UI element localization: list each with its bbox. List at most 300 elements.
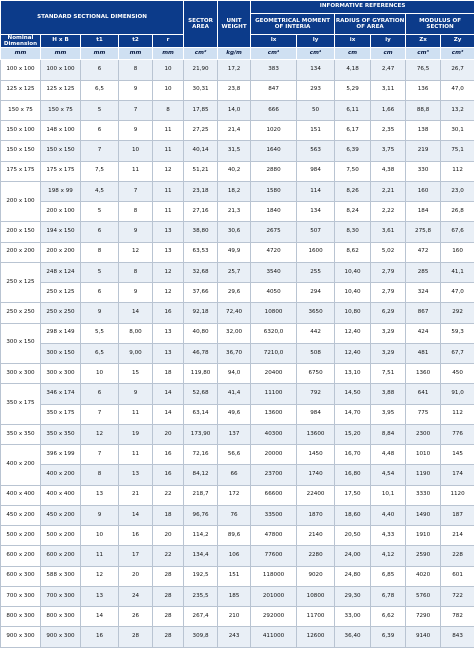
cell-w: 49,9 [218, 242, 251, 262]
cell-iy: 7,51 [371, 364, 406, 384]
cell-A: 192,5 [184, 566, 218, 586]
cell-t2: 9 [119, 283, 153, 303]
table-row [1, 80, 474, 100]
cell-r: 12 [153, 262, 184, 282]
cell-hxb: 900 x 300 [41, 627, 81, 647]
cell-t1: 16 [81, 627, 119, 647]
cell-iy: 6,29 [371, 303, 406, 323]
cell-w: 32,00 [218, 323, 251, 343]
cell-Iy: 6750 [297, 364, 335, 384]
cell-Iy: 151 [297, 121, 335, 141]
cell-t1: 13 [81, 485, 119, 505]
table-row [1, 121, 474, 141]
cell-w: 21,3 [218, 202, 251, 222]
cell-Ix: 1020 [251, 121, 297, 141]
nominal-dimension-cell: 350 x 175 [1, 384, 41, 425]
cell-hxb: 175 x 175 [41, 161, 81, 181]
nominal-dimension-cell: 500 x 200 [1, 526, 41, 546]
cell-Ix: 2675 [251, 222, 297, 242]
cell-ix: 15,20 [335, 424, 371, 444]
cell-t2: 24 [119, 586, 153, 606]
cell-ix: 20,50 [335, 526, 371, 546]
cell-Zy: 47,0 [441, 283, 474, 303]
modulus-section-header: MODULUS OF SECTION [406, 14, 474, 35]
cell-hxb: 150 x 75 [41, 100, 81, 120]
cell-hxb: 250 x 250 [41, 303, 81, 323]
cell-Iy: 442 [297, 323, 335, 343]
cell-Iy: 563 [297, 141, 335, 161]
cell-r: 20 [153, 424, 184, 444]
cell-ix: 6,17 [335, 121, 371, 141]
cell-iy: 6,85 [371, 566, 406, 586]
iy-header: iy [371, 35, 406, 48]
cell-Zx: 5760 [406, 586, 441, 606]
cell-w: 94,0 [218, 364, 251, 384]
cell-t1: 10 [81, 364, 119, 384]
cell-ix: 8,30 [335, 222, 371, 242]
cell-iy: 2,22 [371, 202, 406, 222]
cell-Zy: 450 [441, 364, 474, 384]
cell-t1: 6 [81, 222, 119, 242]
nominal-dimension-cell: 125 x 125 [1, 80, 41, 100]
cell-Ix: 47800 [251, 526, 297, 546]
cell-t2: 14 [119, 303, 153, 323]
cell-Zx: 2590 [406, 546, 441, 566]
cell-Ix: 33500 [251, 505, 297, 525]
nominal-dimension-cell: 150 x 75 [1, 100, 41, 120]
cell-Iy: 134 [297, 202, 335, 222]
nominal-dimension-cell: 900 x 300 [1, 627, 41, 647]
unit-cell: mm [81, 48, 119, 60]
cell-ix: 24,80 [335, 566, 371, 586]
cell-ix: 24,00 [335, 546, 371, 566]
table-row [1, 343, 474, 363]
cell-ix: 14,70 [335, 404, 371, 424]
table-row [1, 566, 474, 586]
cell-hxb: 100 x 100 [41, 60, 81, 80]
cell-t1: 9 [81, 303, 119, 323]
cell-Zy: 160 [441, 242, 474, 262]
cell-t2: 12 [119, 242, 153, 262]
cell-t2: 7 [119, 100, 153, 120]
cell-Ix: 10800 [251, 303, 297, 323]
cell-t2: 8 [119, 60, 153, 80]
cell-t2: 9 [119, 222, 153, 242]
unit-cell: cm³ [406, 48, 441, 60]
nominal-dimension-cell: 300 x 300 [1, 364, 41, 384]
cell-iy: 4,48 [371, 445, 406, 465]
cell-A: 51,21 [184, 161, 218, 181]
table-row [1, 202, 474, 222]
cell-hxb: 700 x 300 [41, 586, 81, 606]
cell-t2: 7 [119, 181, 153, 201]
cell-hxb: 350 x 350 [41, 424, 81, 444]
cell-Zy: 13,2 [441, 100, 474, 120]
cell-Iy: 1450 [297, 445, 335, 465]
cell-iy: 6,78 [371, 586, 406, 606]
cell-Zx: 285 [406, 262, 441, 282]
cell-hxb: 300 x 150 [41, 343, 81, 363]
cell-iy: 3,88 [371, 384, 406, 404]
cell-Zy: 59,3 [441, 323, 474, 343]
cell-ix: 12,40 [335, 343, 371, 363]
cell-w: 185 [218, 586, 251, 606]
nominal-dimension-cell: 150 x 150 [1, 141, 41, 161]
cell-ix: 10,80 [335, 303, 371, 323]
cell-w: 36,70 [218, 343, 251, 363]
cell-ix: 10,40 [335, 283, 371, 303]
cell-w: 72,40 [218, 303, 251, 323]
cell-t2: 8 [119, 202, 153, 222]
cell-Iy: 255 [297, 262, 335, 282]
sector-area-header: SECTOR AREA [184, 1, 218, 48]
cell-ix: 8,62 [335, 242, 371, 262]
cell-t1: 5 [81, 202, 119, 222]
cell-Ix: 40300 [251, 424, 297, 444]
cell-Zx: 219 [406, 141, 441, 161]
cell-iy: 2,21 [371, 181, 406, 201]
cell-A: 40,80 [184, 323, 218, 343]
cell-ix: 8,24 [335, 202, 371, 222]
cell-r: 10 [153, 80, 184, 100]
cell-ix: 16,80 [335, 465, 371, 485]
cell-r: 13 [153, 242, 184, 262]
table-row [1, 323, 474, 343]
cell-iy: 3,29 [371, 343, 406, 363]
cell-A: 309,8 [184, 627, 218, 647]
cell-Zy: 26,7 [441, 60, 474, 80]
unit-cell: cm [371, 48, 406, 60]
cell-Ix: 201000 [251, 586, 297, 606]
cell-hxb: 125 x 125 [41, 80, 81, 100]
cell-iy: 8,84 [371, 424, 406, 444]
cell-t2: 11 [119, 404, 153, 424]
cell-Zy: 112 [441, 404, 474, 424]
header-row-1 [1, 1, 474, 14]
cell-r: 16 [153, 465, 184, 485]
cell-t2: 9 [119, 80, 153, 100]
cell-w: 41,4 [218, 384, 251, 404]
cell-Iy: 3650 [297, 303, 335, 323]
table-row [1, 445, 474, 465]
table-row [1, 526, 474, 546]
cell-Iy: 792 [297, 384, 335, 404]
cell-Ix: 1640 [251, 141, 297, 161]
cell-iy: 1,66 [371, 100, 406, 120]
cell-A: 27,16 [184, 202, 218, 222]
cell-Iy: 1600 [297, 242, 335, 262]
cell-t2: 20 [119, 566, 153, 586]
cell-Ix: 292000 [251, 607, 297, 627]
unit-cell: cm⁴ [297, 48, 335, 60]
cell-t1: 7 [81, 404, 119, 424]
cell-t2: 11 [119, 161, 153, 181]
cell-Zx: 1190 [406, 465, 441, 485]
cell-ix: 12,40 [335, 323, 371, 343]
cell-Zx: 138 [406, 121, 441, 141]
cell-Zy: 145 [441, 445, 474, 465]
cell-hxb: 600 x 200 [41, 546, 81, 566]
cell-Zx: 275,8 [406, 222, 441, 242]
cell-w: 89,6 [218, 526, 251, 546]
nominal-dimension-cell: 400 x 400 [1, 485, 41, 505]
table-row [1, 262, 474, 282]
cell-Ix: 118000 [251, 566, 297, 586]
cell-t2: 13 [119, 465, 153, 485]
cell-Iy: 984 [297, 404, 335, 424]
cell-t1: 8 [81, 242, 119, 262]
cell-w: 49,6 [218, 404, 251, 424]
cell-iy: 6,39 [371, 627, 406, 647]
cell-Zy: 30,1 [441, 121, 474, 141]
cell-r: 14 [153, 404, 184, 424]
table-row [1, 283, 474, 303]
cell-t1: 9 [81, 505, 119, 525]
cell-iy: 6,62 [371, 607, 406, 627]
cell-t1: 6 [81, 121, 119, 141]
table-row [1, 181, 474, 201]
cell-t2: 28 [119, 627, 153, 647]
unit-cell: cm [335, 48, 371, 60]
cell-t1: 8 [81, 465, 119, 485]
cell-A: 92,18 [184, 303, 218, 323]
cell-w: 210 [218, 607, 251, 627]
nominal-dimension-cell: 175 x 175 [1, 161, 41, 181]
table-row [1, 485, 474, 505]
cell-t2: 9 [119, 121, 153, 141]
cell-A: 63,14 [184, 404, 218, 424]
cell-Iy: 22400 [297, 485, 335, 505]
cell-Iy: 2140 [297, 526, 335, 546]
cell-Zx: 184 [406, 202, 441, 222]
table-row [1, 586, 474, 606]
cell-ix: 29,30 [335, 586, 371, 606]
cell-Zy: 292 [441, 303, 474, 323]
cell-A: 96,76 [184, 505, 218, 525]
cell-t2: 17 [119, 546, 153, 566]
ix-header: ix [335, 35, 371, 48]
cell-r: 11 [153, 141, 184, 161]
cell-hxb: 450 x 200 [41, 505, 81, 525]
cell-Zx: 775 [406, 404, 441, 424]
cell-ix: 17,50 [335, 485, 371, 505]
cell-A: 30,31 [184, 80, 218, 100]
table-row [1, 546, 474, 566]
cell-iy: 4,12 [371, 546, 406, 566]
cell-A: 40,14 [184, 141, 218, 161]
cell-iy: 3,95 [371, 404, 406, 424]
cell-Ix: 20400 [251, 364, 297, 384]
cell-Zx: 76,5 [406, 60, 441, 80]
cell-Iy: 293 [297, 80, 335, 100]
cell-Zx: 4020 [406, 566, 441, 586]
table-row [1, 141, 474, 161]
cell-Zx: 9140 [406, 627, 441, 647]
nominal-dimension-cell: 400 x 200 [1, 445, 41, 486]
cell-w: 106 [218, 546, 251, 566]
radius-gyration-header: RADIUS OF GYRATION OF AREA [335, 14, 406, 35]
cell-Ix: 20000 [251, 445, 297, 465]
units-row [1, 48, 474, 60]
cell-iy: 10,1 [371, 485, 406, 505]
cell-t1: 5 [81, 100, 119, 120]
cell-t1: 6 [81, 60, 119, 80]
cell-iy: 3,11 [371, 80, 406, 100]
cell-Ix: 383 [251, 60, 297, 80]
cell-Zx: 1910 [406, 526, 441, 546]
nominal-dimension-cell: 200 x 150 [1, 222, 41, 242]
cell-Zy: 601 [441, 566, 474, 586]
cell-r: 22 [153, 485, 184, 505]
cell-t1: 6 [81, 384, 119, 404]
unit-cell: mm [119, 48, 153, 60]
cell-ix: 36,40 [335, 627, 371, 647]
cell-hxb: 250 x 125 [41, 283, 81, 303]
nominal-dimension-cell: 450 x 200 [1, 505, 41, 525]
cell-r: 28 [153, 586, 184, 606]
cell-t2: 11 [119, 445, 153, 465]
cell-t1: 13 [81, 586, 119, 606]
nominal-dimension-cell: 200 x 100 [1, 181, 41, 222]
cell-Zy: 843 [441, 627, 474, 647]
cell-Ix: 1840 [251, 202, 297, 222]
cell-t2: 16 [119, 526, 153, 546]
cell-A: 17,85 [184, 100, 218, 120]
cell-hxb: 198 x 99 [41, 181, 81, 201]
cell-Iy: 13600 [297, 424, 335, 444]
cell-r: 8 [153, 100, 184, 120]
cell-r: 13 [153, 323, 184, 343]
cell-w: 29,6 [218, 283, 251, 303]
cell-hxb: 400 x 400 [41, 485, 81, 505]
cell-w: 31,5 [218, 141, 251, 161]
cell-ix: 18,60 [335, 505, 371, 525]
cell-Ix: 77600 [251, 546, 297, 566]
cell-ix: 13,10 [335, 364, 371, 384]
cell-iy: 4,33 [371, 526, 406, 546]
cell-Zy: 776 [441, 424, 474, 444]
unit-weight-header: UNIT WEIGHT [218, 1, 251, 48]
cell-hxb: 148 x 100 [41, 121, 81, 141]
cell-Zy: 782 [441, 607, 474, 627]
cell-t2: 19 [119, 424, 153, 444]
cell-t2: 8,00 [119, 323, 153, 343]
cell-r: 12 [153, 283, 184, 303]
cell-hxb: 150 x 150 [41, 141, 81, 161]
cell-iy: 2,79 [371, 262, 406, 282]
table-row [1, 60, 474, 80]
cell-Zy: 722 [441, 586, 474, 606]
cell-t1: 10 [81, 526, 119, 546]
cell-r: 20 [153, 526, 184, 546]
cell-w: 76 [218, 505, 251, 525]
cell-Zx: 424 [406, 323, 441, 343]
cell-Ix: 2880 [251, 161, 297, 181]
cell-hxb: 200 x 100 [41, 202, 81, 222]
cell-Ix: 66600 [251, 485, 297, 505]
cell-Zy: 112 [441, 161, 474, 181]
standard-dimension-header: STANDARD SECTIONAL DIMENSION [1, 1, 184, 35]
cell-hxb: 298 x 149 [41, 323, 81, 343]
cell-Zy: 67,6 [441, 222, 474, 242]
cell-Zx: 2300 [406, 424, 441, 444]
cell-Zx: 1490 [406, 505, 441, 525]
cell-Zy: 41,1 [441, 262, 474, 282]
cell-A: 46,78 [184, 343, 218, 363]
cell-w: 23,8 [218, 80, 251, 100]
cell-Iy: 507 [297, 222, 335, 242]
cell-Zx: 3330 [406, 485, 441, 505]
cell-A: 119,80 [184, 364, 218, 384]
cell-Ix: 4050 [251, 283, 297, 303]
cell-Zx: 481 [406, 343, 441, 363]
cell-Ix: 6320,0 [251, 323, 297, 343]
cell-r: 11 [153, 202, 184, 222]
cell-ix: 7,50 [335, 161, 371, 181]
cell-iy: 3,61 [371, 222, 406, 242]
unit-cell: cm³ [441, 48, 474, 60]
nominal-dimension-cell: 600 x 200 [1, 546, 41, 566]
table-row [1, 100, 474, 120]
cell-r: 28 [153, 566, 184, 586]
nominal-dimension-cell: 100 x 100 [1, 60, 41, 80]
cell-t2: 15 [119, 364, 153, 384]
cell-r: 13 [153, 222, 184, 242]
cell-Zy: 228 [441, 546, 474, 566]
cell-ix: 10,40 [335, 262, 371, 282]
nominal-dimension-cell: 300 x 150 [1, 323, 41, 364]
cell-t1: 4,5 [81, 181, 119, 201]
cell-t1: 12 [81, 424, 119, 444]
cell-hxb: 350 x 175 [41, 404, 81, 424]
cell-Iy: 11700 [297, 607, 335, 627]
Ix-header: Ix [251, 35, 297, 48]
cell-hxb: 200 x 200 [41, 242, 81, 262]
cell-A: 38,80 [184, 222, 218, 242]
nominal-dimension-cell: 800 x 300 [1, 607, 41, 627]
cell-iy: 4,40 [371, 505, 406, 525]
cell-Iy: 12600 [297, 627, 335, 647]
cell-w: 18,2 [218, 181, 251, 201]
table-row [1, 424, 474, 444]
table-row [1, 505, 474, 525]
t2-header: t2 [119, 35, 153, 48]
cell-t1: 6,5 [81, 343, 119, 363]
cell-ix: 6,39 [335, 141, 371, 161]
cell-Ix: 666 [251, 100, 297, 120]
table-row [1, 222, 474, 242]
cell-Zx: 136 [406, 80, 441, 100]
cell-Zx: 472 [406, 242, 441, 262]
cell-Zy: 1120 [441, 485, 474, 505]
cell-Ix: 411000 [251, 627, 297, 647]
cell-Iy: 2280 [297, 546, 335, 566]
cell-Ix: 4720 [251, 242, 297, 262]
cell-A: 52,68 [184, 384, 218, 404]
cell-A: 114,2 [184, 526, 218, 546]
cell-Zx: 1010 [406, 445, 441, 465]
cell-A: 218,7 [184, 485, 218, 505]
cell-Zy: 214 [441, 526, 474, 546]
cell-t2: 14 [119, 505, 153, 525]
nominal-dimension-cell: 600 x 300 [1, 566, 41, 586]
nominal-dimension-cell: 250 x 125 [1, 262, 41, 303]
cell-hxb: 248 x 124 [41, 262, 81, 282]
nominal-dimension-header: Nominal Dimension [1, 35, 41, 48]
cell-hxb: 400 x 200 [41, 465, 81, 485]
nominal-dimension-cell: 200 x 200 [1, 242, 41, 262]
cell-r: 10 [153, 60, 184, 80]
